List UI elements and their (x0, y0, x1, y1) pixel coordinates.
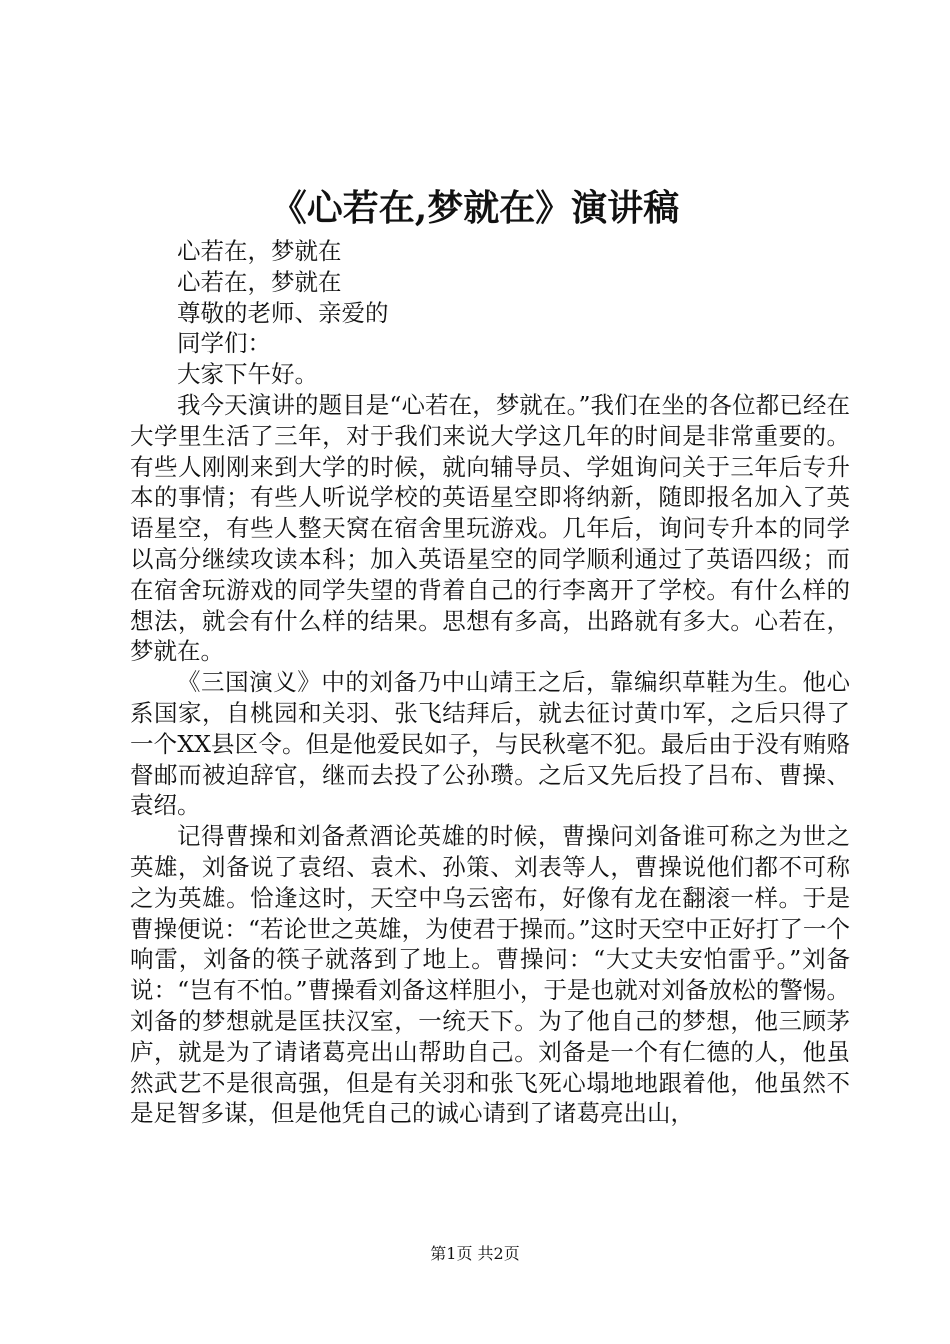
body-paragraph: 《三国演义》中的刘备乃中山靖王之后，靠编织草鞋为生。他心系国家，自桃园和关羽、张飞结拜后，就去征讨黄巾军，之后只得了一个XX县区令。但是他爱民如子，与民秋毫不犯。最后由于没有贿赂督邮而被迫辞官，继而去投了公孙瓒。之后又先后投了吕布、曹操、袁绍。 (130, 668, 850, 820)
greeting-line: 同学们： (177, 329, 271, 358)
body-paragraph: 记得曹操和刘备煮酒论英雄的时候，曹操问刘备谁可称之为世之英雄，刘备说了袁绍、袁术、孙策、刘表等人，曹操说他们都不可称之为英雄。恰逢这时，天空中乌云密布，好像有龙在翻滚一样。于是曹操便说：“若论世之英雄，为使君于操而。”这时天空中正好打了一个响雷，刘备的筷子就落到了地上。曹操问：“大丈夫安怕雷乎。”刘备说：“岂有不怕。”曹操看刘备这样胆小，于是也就对刘备放松的警惕。刘备的梦想就是匡扶汉室，一统天下。为了他自己的梦想，他三顾茅庐，就是为了请诸葛亮出山帮助自己。刘备是一个有仁德的人，他虽然武艺不是很高强，但是有关羽和张飞死心塌地地跟着他，他虽然不是足智多谋，但是他凭自己的诚心请到了诸葛亮出山， (130, 822, 850, 1128)
page-title: 《心若在,梦就在》演讲稿 (270, 187, 680, 229)
body-paragraph: 我今天演讲的题目是“心若在，梦就在。”我们在坐的各位都已经在大学里生活了三年，对于我们来说大学这几年的时间是非常重要的。有些人刚刚来到大学的时候，就向辅导员、学姐询问关于三年后专升本的事情；有些人听说学校的英语星空即将纳新，随即报名加入了英语星空，有些人整天窝在宿舍里玩游戏。几年后，询问专升本的同学以高分继续攻读本科；加入英语星空的同学顺利通过了英语四级；而在宿舍玩游戏的同学失望的背着自己的行李离开了学校。有什么样的想法，就会有什么样的结果。思想有多高，出路就有多大。心若在，梦就在。 (130, 390, 850, 666)
greeting-line: 大家下午好。 (177, 360, 318, 389)
greeting-line: 尊敬的老师、亲爱的 (177, 298, 389, 327)
page-footer: 第1页 共2页 (430, 1244, 520, 1263)
greeting-line: 心若在，梦就在 (177, 267, 342, 296)
greeting-line: 心若在，梦就在 (177, 237, 342, 265)
document-body (130, 236, 850, 1129)
